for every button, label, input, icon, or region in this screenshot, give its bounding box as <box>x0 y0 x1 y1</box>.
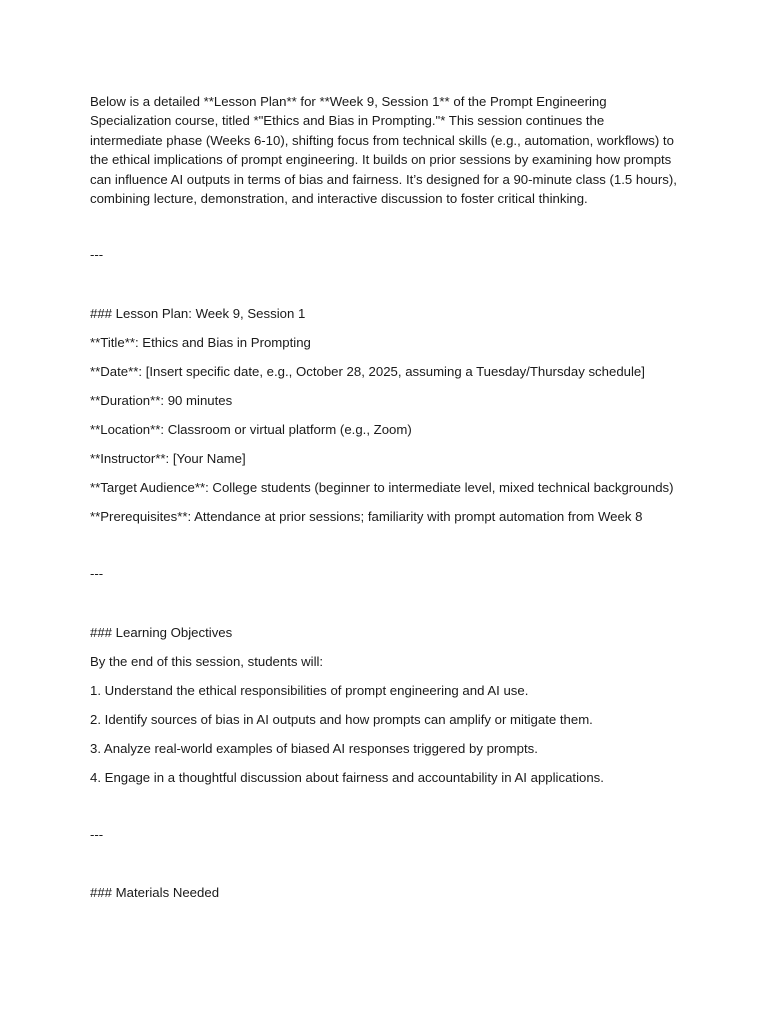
objectives-intro: By the end of this session, students will: <box>90 653 324 669</box>
lesson-audience-line: **Target Audience**: College students (beginner to intermediate level, mixed technical backgrounds) <box>90 479 674 495</box>
lesson-title-line: **Title**: Ethics and Bias in Prompting <box>90 334 311 350</box>
lesson-location-line: **Location**: Classroom or virtual platform (e.g., Zoom) <box>90 421 412 437</box>
lesson-duration-line: **Duration**: 90 minutes <box>90 392 233 408</box>
objective-item: 2. Identify sources of bias in AI outputs and how prompts can amplify or mitigate them. <box>90 711 593 727</box>
lesson-date-line: **Date**: [Insert specific date, e.g., October 28, 2025, assuming a Tuesday/Thursday schedule] <box>90 363 645 379</box>
materials-heading: ### Materials Needed <box>90 885 220 901</box>
separator: --- <box>90 827 104 843</box>
document-body <box>90 92 680 903</box>
lesson-plan-heading: ### Lesson Plan: Week 9, Session 1 <box>90 305 306 321</box>
intro-paragraph: Below is a detailed **Lesson Plan** for **Week 9, Session 1** of the Prompt Engineering Specialization course, titled *"Ethics and Bias in Prompting."* This session continues the intermediate phase (Weeks 6-10), shifting focus from technical skills (e.g., automation, workflows) to the ethical implications of prompt engineering. It builds on prior sessions by examining how prompts can influence AI outputs in terms of bias and fairness. It’s designed for a 90-minute class (1.5 hours), combining lecture, demonstration, and interactive discussion to foster critical thinking. <box>90 94 677 207</box>
objective-item: 1. Understand the ethical responsibilities of prompt engineering and AI use. <box>90 682 529 698</box>
objective-item: 4. Engage in a thoughtful discussion about fairness and accountability in AI applications. <box>90 769 604 785</box>
separator: --- <box>90 566 104 582</box>
objectives-heading: ### Learning Objectives <box>90 624 233 640</box>
objective-item: 3. Analyze real-world examples of biased AI responses triggered by prompts. <box>90 740 538 756</box>
separator: --- <box>90 247 104 263</box>
lesson-prerequisites-line: **Prerequisites**: Attendance at prior sessions; familiarity with prompt automation from Week 8 <box>90 508 643 524</box>
lesson-instructor-line: **Instructor**: [Your Name] <box>90 450 246 466</box>
